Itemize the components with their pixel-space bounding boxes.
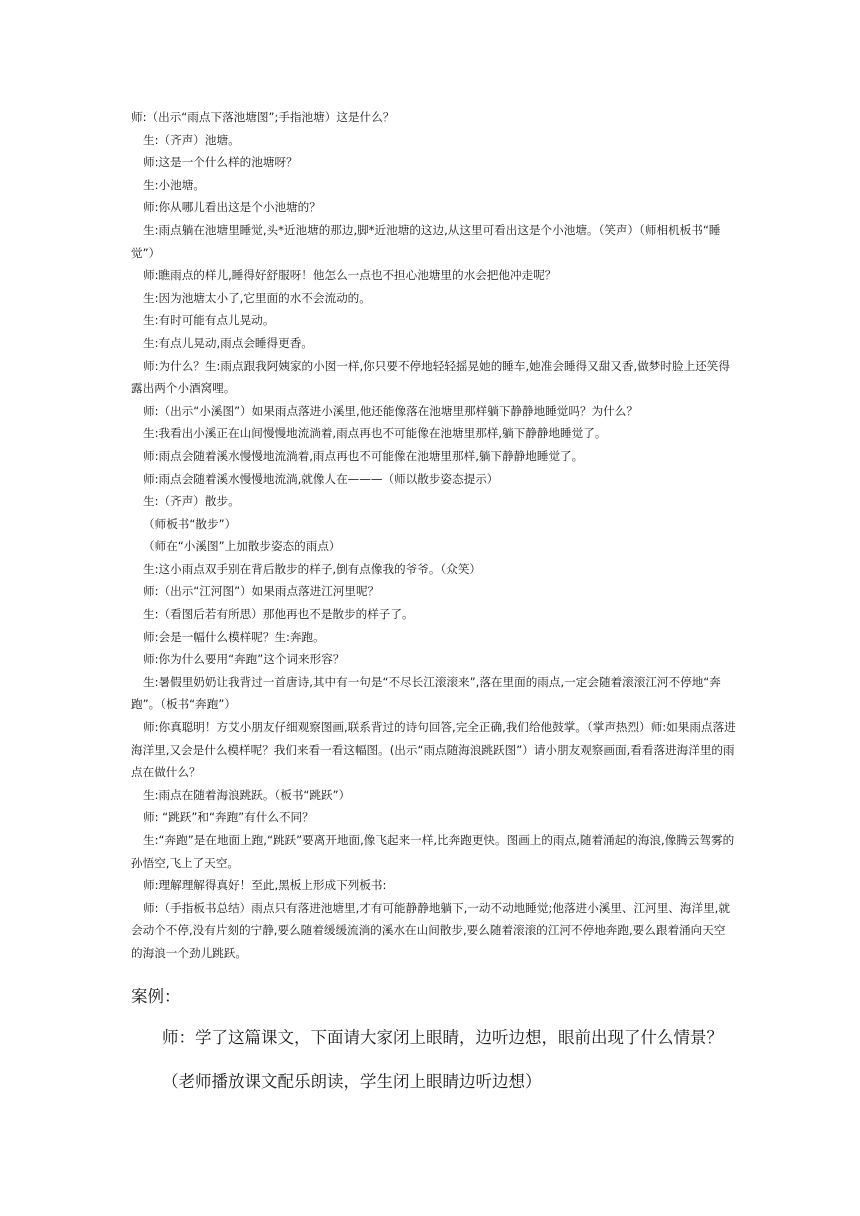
transcript-line: 生:这小雨点双手别在背后散步的样子,倒有点像我的爷爷。（众笑）	[143, 561, 482, 576]
transcript-line: 生:（看图后若有所思）那他再也不是散步的样子了。	[143, 607, 414, 622]
case-teacher-line: 师：学了这篇课文，下面请大家闭上眼睛，边听边想，眼前出现了什么情景？	[162, 1028, 723, 1047]
transcript-line: 生:（齐声）池塘。	[143, 132, 240, 147]
transcript-line: 师:瞧雨点的样儿,睡得好舒服呀！他怎么一点也不担心池塘里的水会把他冲走呢？	[143, 268, 557, 283]
transcript-line: 生:有点儿晃动,雨点会睡得更香。	[143, 335, 313, 350]
case-heading: 案例：	[131, 987, 181, 1006]
transcript-line: 师:雨点会随着溪水慢慢地流淌着,雨点再也不可能像在池塘里那样,躺下静静地睡觉了。	[143, 448, 584, 463]
transcript-line: 生:雨点在随着海浪跳跃。（板书“跳跃”）	[143, 787, 351, 802]
transcript-line: 师:（出示“小溪图”）如果雨点落进小溪里,他还能像落在池塘里那样躺下静静地睡觉吗？为什么？	[143, 403, 638, 418]
transcript-line: 生:“奔跑”是在地面上跑,“跳跃”要离开地面,像飞起来一样,比奔跑更快。图画上的雨点,随着涌起的海浪,像腾云驾雾的孙悟空,飞上了天空。	[131, 833, 735, 870]
transcript-line: 师:会是一幅什么模样呢？生:奔跑。	[143, 629, 325, 644]
transcript-line: 生:暑假里奶奶让我背过一首唐诗,其中有一句是“不尽长江滚滚来”,落在里面的雨点,一定会随着滚滚江河不停地“奔跑”。（板书“奔跑”）	[131, 674, 721, 712]
transcript-line: 师:这是一个什么样的池塘呀？	[143, 155, 298, 170]
transcript-line: （师在“小溪图”上加散步姿态的雨点）	[143, 539, 341, 554]
transcript-line: 师:（出示“雨点下落池塘图”;手指池塘）这是什么？	[131, 110, 395, 124]
transcript-line: 师:（出示“江河图”）如果雨点落进江河里呢？	[143, 584, 380, 599]
transcript-line: 生:（齐声）散步。	[143, 494, 240, 509]
transcript-line: （师板书“散步”）	[143, 516, 237, 531]
transcript-line: 师:理解理解得真好！至此,黑板上形成下列板书:	[143, 878, 387, 893]
lesson-transcript	[131, 106, 736, 965]
transcript-line: 师:你真聪明！方艾小朋友仔细观察图画,联系背过的诗句回答,完全正确,我们给他鼓掌。（掌声热烈）师:如果雨点落进海洋里,又会是什么模样呢？我们来看一看这幅图。(出示“雨点随海浪跳跃图”）请小朋友观察画面,看看落进海洋里的雨点在做什么？	[131, 720, 736, 780]
transcript-line: 生:有时可能有点儿晃动。	[143, 313, 275, 328]
transcript-line: 师:为什么？生:雨点跟我阿姨家的小囡一样,你只要不停地轻轻摇晃她的睡车,她准会睡得又甜又香,做梦时脸上还笑得露出两个小酒窝哩。	[131, 358, 730, 396]
transcript-line: 生:我看出小溪正在山间慢慢地流淌着,雨点再也不可能像在池塘里那样,躺下静静地睡觉了。	[143, 426, 607, 441]
case-stage-note: （老师播放课文配乐朗读，学生闭上眼睛边听边想）	[162, 1072, 542, 1091]
transcript-line: 师:你为什么要用“奔跑”这个词来形容？	[143, 652, 345, 667]
transcript-line: 生:小池塘。	[143, 177, 205, 192]
transcript-line: 师:（手指板书总结）雨点只有落进池塘里,才有可能静静地躺下,一动不动地睡觉;他落进小溪里、江河里、海洋里,就会动个不停,没有片刻的宁静,要么随着缓缓流淌的溪水在山间散步,要么随着滚滚的江河不停地奔跑,要么跟着涌向天空的海浪一个劲儿跳跃。	[131, 900, 730, 960]
transcript-line: 生:雨点躺在池塘里睡觉,头*近池塘的那边,脚*近池塘的这边,从这里可看出这是个小池塘。（笑声）（师相机板书“睡觉”）	[131, 222, 721, 260]
transcript-line: 生:因为池塘太小了,它里面的水不会流动的。	[143, 290, 371, 305]
transcript-line: 师:你从哪儿看出这是个小池塘的？	[143, 200, 321, 215]
transcript-line: 师:雨点会随着溪水慢慢地流淌,就像人在———（师以散步姿态提示）	[143, 471, 499, 486]
transcript-line: 师: “跳跃”和“奔跑”有什么不同？	[143, 810, 314, 825]
